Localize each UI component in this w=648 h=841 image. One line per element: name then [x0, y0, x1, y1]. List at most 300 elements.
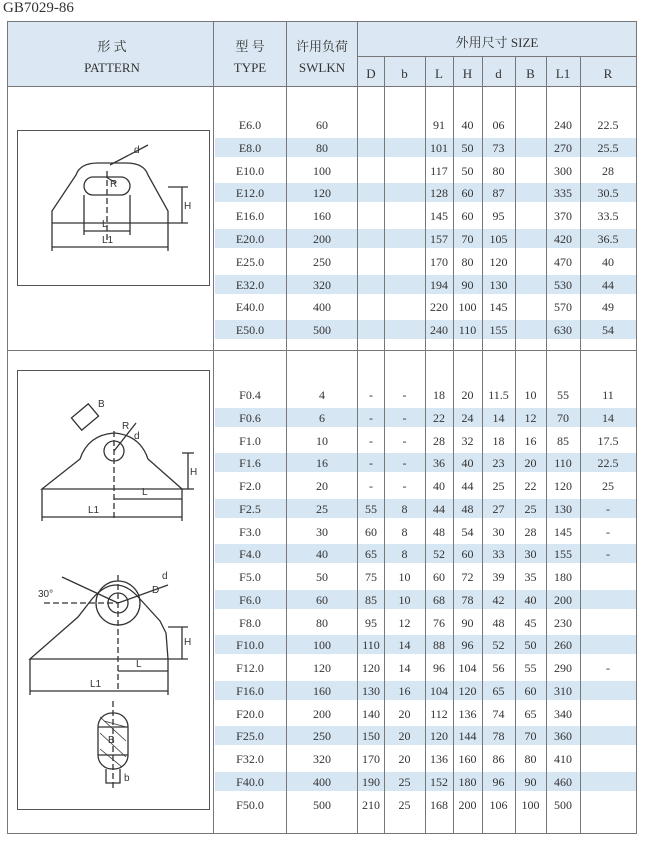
- swl-cell: 160: [313, 684, 331, 698]
- dim-cell-r: 14: [602, 411, 614, 425]
- type-cell: E16.0: [235, 209, 265, 223]
- dim-col-header-r: R: [603, 66, 613, 81]
- dim-cell-l1: 120: [554, 479, 572, 493]
- dim-cell-d: 145: [489, 300, 508, 314]
- grid-vline: [357, 22, 358, 834]
- dim-cell-h: 136: [458, 707, 477, 721]
- type-cell: F0.6: [239, 411, 261, 425]
- swl-cell: 20: [316, 479, 328, 493]
- dim-cell-r: 40: [602, 255, 614, 269]
- dim-col-header-b: B: [526, 66, 535, 81]
- type-cell: F2.5: [239, 502, 261, 516]
- dim-cell-d: 39: [492, 570, 505, 584]
- dim-label-d: d: [134, 145, 140, 156]
- dim-label-h: H: [184, 201, 192, 212]
- dim-cell-l: 170: [430, 255, 448, 269]
- dim-cell-l1: 145: [554, 525, 572, 539]
- dim-cell-l: 136: [430, 752, 448, 766]
- dim-cell-b: 35: [524, 570, 537, 584]
- dim-label-r: R: [110, 179, 118, 190]
- dim-label-f-b: B: [98, 399, 105, 410]
- dim-cell-l1: 410: [554, 752, 572, 766]
- dim-cell-d: 14: [492, 411, 505, 425]
- dim-cell-h: 54: [461, 525, 474, 539]
- dim-label-f-h: H: [190, 467, 198, 478]
- grid-vline: [482, 56, 483, 834]
- dim-cell-l1: 335: [554, 186, 572, 200]
- dim-cell-l1: 260: [554, 638, 572, 652]
- swl-cell: 30: [316, 525, 328, 539]
- dim-cell-h: 44: [461, 479, 474, 493]
- dim-cell-d: 27: [492, 502, 505, 516]
- dim-cell-d: 210: [362, 798, 380, 812]
- dim-cell-h: 70: [461, 232, 474, 246]
- dim-cell-l: 68: [433, 593, 445, 607]
- type-cell: E6.0: [238, 118, 262, 132]
- dim-cell-b: 20: [398, 707, 411, 721]
- type-cell: F4.0: [239, 547, 261, 561]
- dim-cell-r: 54: [602, 323, 614, 337]
- dim-cell-d: -: [369, 388, 373, 402]
- dim-cell-h: 60: [461, 209, 474, 223]
- dim-label-f2-l: L: [136, 659, 142, 670]
- dim-cell-h: 180: [458, 775, 477, 789]
- dim-cell-b: 14: [398, 638, 411, 652]
- type-cell: F1.6: [239, 456, 261, 470]
- dim-cell-h: 60: [461, 547, 474, 561]
- dim-cell-d: 86: [492, 752, 505, 766]
- swl-cell: 60: [316, 118, 328, 132]
- dim-cell-l: 22: [433, 411, 445, 425]
- type-cell: F1.0: [239, 434, 261, 448]
- dim-cell-h: 110: [458, 323, 477, 337]
- dim-label-f-d: d: [134, 431, 140, 442]
- dim-cell-r: 22.5: [597, 118, 619, 132]
- dim-cell-l: 120: [430, 729, 448, 743]
- dim-cell-d: 74: [492, 707, 505, 721]
- dim-col-header-l1: L1: [555, 66, 571, 81]
- dim-label-f-l: L: [142, 487, 148, 498]
- swl-cell: 200: [313, 707, 331, 721]
- type-cell: F2.0: [239, 479, 261, 493]
- dim-cell-h: 50: [461, 141, 474, 155]
- dim-cell-l1: 420: [554, 232, 572, 246]
- dim-cell-l1: 130: [554, 502, 572, 516]
- swl-header-en: SWLKN: [298, 60, 346, 75]
- type-cell: E50.0: [235, 323, 265, 337]
- dim-cell-r: -: [606, 502, 610, 516]
- dim-cell-d: 106: [489, 798, 508, 812]
- dim-cell-r: 17.5: [597, 434, 619, 448]
- dim-cell-h: 96: [461, 638, 474, 652]
- dim-cell-l1: 300: [554, 164, 572, 178]
- swl-cell: 100: [313, 638, 331, 652]
- type-cell: E20.0: [235, 232, 265, 246]
- size-header: 外用尺寸 SIZE: [455, 35, 539, 50]
- dim-cell-b: 10: [398, 593, 411, 607]
- grid-vline: [546, 56, 547, 834]
- dim-cell-d: 87: [492, 186, 505, 200]
- dim-cell-d: 95: [492, 209, 505, 223]
- dim-cell-d: 105: [489, 232, 508, 246]
- dim-cell-l: 168: [430, 798, 448, 812]
- grid-vline: [453, 56, 454, 834]
- dim-cell-b: -: [402, 479, 407, 493]
- dim-cell-l: 48: [433, 525, 445, 539]
- dim-cell-b: -: [402, 388, 407, 402]
- dim-cell-d: 23: [492, 456, 505, 470]
- dim-cell-b: 8: [401, 547, 408, 561]
- dim-cell-l: 157: [430, 232, 448, 246]
- dim-cell-l: 128: [430, 186, 448, 200]
- dim-cell-b: 12: [398, 616, 411, 630]
- type-cell: F50.0: [236, 798, 264, 812]
- dim-cell-l: 220: [430, 300, 448, 314]
- swl-cell: 400: [313, 300, 331, 314]
- dim-label-f2-h: H: [184, 637, 192, 648]
- dim-label-l1: L1: [102, 235, 114, 246]
- dim-cell-l1: 460: [554, 775, 572, 789]
- dim-label-side-b: B: [108, 735, 115, 746]
- dim-cell-l: 40: [433, 479, 445, 493]
- dim-cell-b: 60: [524, 684, 537, 698]
- type-cell: F25.0: [236, 729, 264, 743]
- swl-cell: 320: [313, 752, 331, 766]
- grid-vline: [425, 56, 426, 834]
- type-cell: E40.0: [235, 300, 265, 314]
- dim-cell-b: 20: [524, 456, 537, 470]
- dim-cell-l1: 270: [554, 141, 572, 155]
- dim-col-header-h: H: [462, 66, 473, 81]
- dim-cell-b: -: [402, 456, 407, 470]
- dim-cell-b: 14: [398, 661, 411, 675]
- dim-cell-d: 95: [365, 616, 377, 630]
- type-cell: E8.0: [238, 141, 262, 155]
- dim-cell-d: 18: [492, 434, 505, 448]
- dim-cell-d: 170: [362, 752, 380, 766]
- dim-cell-h: 120: [458, 684, 477, 698]
- dim-cell-b: 65: [524, 707, 537, 721]
- swl-cell: 80: [316, 616, 328, 630]
- dim-cell-d: -: [369, 411, 373, 425]
- dim-cell-d: 85: [365, 593, 377, 607]
- dim-cell-l: 52: [433, 547, 445, 561]
- dim-cell-d: 42: [492, 593, 505, 607]
- pattern-f-drawing: [17, 370, 210, 810]
- type-header-en: TYPE: [233, 60, 267, 75]
- dim-cell-h: 200: [458, 798, 477, 812]
- dim-cell-l1: 85: [557, 434, 569, 448]
- pattern-header-en: PATTERN: [84, 60, 140, 75]
- dim-cell-h: 40: [461, 118, 474, 132]
- dim-cell-r: 49: [602, 300, 614, 314]
- type-header-cn: 型 号: [235, 39, 265, 54]
- dim-cell-d: 52: [492, 638, 505, 652]
- swl-cell: 500: [313, 323, 331, 337]
- dim-cell-l: 194: [430, 278, 448, 292]
- type-cell: F10.0: [236, 638, 264, 652]
- dim-label-angle: 30°: [38, 589, 54, 600]
- type-cell: F5.0: [239, 570, 261, 584]
- dim-cell-d: -: [369, 434, 373, 448]
- dim-cell-l1: 470: [554, 255, 572, 269]
- dim-cell-d: 130: [362, 684, 380, 698]
- dim-col-header-d: d: [495, 66, 502, 81]
- dim-cell-l: 101: [430, 141, 448, 155]
- dim-cell-r: -: [606, 661, 610, 675]
- dim-cell-b: 30: [524, 547, 537, 561]
- dim-cell-h: 60: [461, 186, 474, 200]
- type-cell: F8.0: [239, 616, 261, 630]
- dim-cell-d: 65: [492, 684, 505, 698]
- swl-cell: 120: [313, 186, 331, 200]
- dim-cell-l: 28: [433, 434, 445, 448]
- dim-cell-l: 76: [433, 616, 445, 630]
- type-cell: F16.0: [236, 684, 264, 698]
- dim-cell-r: 44: [602, 278, 614, 292]
- dim-cell-b: 25: [524, 502, 537, 516]
- dim-cell-h: 144: [458, 729, 477, 743]
- dim-cell-l1: 340: [554, 707, 572, 721]
- dim-cell-b: 8: [401, 502, 408, 516]
- dim-col-header-d: D: [366, 66, 376, 81]
- dim-col-header-b: b: [401, 66, 408, 81]
- dim-cell-d: 56: [492, 661, 505, 675]
- dim-cell-l: 60: [433, 570, 445, 584]
- dim-cell-b: 90: [524, 775, 537, 789]
- dim-cell-l: 91: [433, 118, 445, 132]
- dim-cell-d: 190: [362, 775, 380, 789]
- dim-cell-h: 40: [461, 456, 474, 470]
- dim-cell-b: 70: [524, 729, 537, 743]
- dim-cell-b: 45: [524, 616, 537, 630]
- dim-cell-r: 25.5: [597, 141, 619, 155]
- dim-cell-b: 10: [524, 388, 537, 402]
- dim-cell-b: 55: [524, 661, 537, 675]
- dim-cell-l1: 155: [554, 547, 572, 561]
- dim-cell-l1: 310: [554, 684, 572, 698]
- dim-cell-r: 25: [602, 479, 614, 493]
- dim-cell-l: 88: [433, 638, 445, 652]
- swl-cell: 10: [316, 434, 328, 448]
- swl-cell: 25: [316, 502, 328, 516]
- dim-cell-b: 20: [398, 752, 411, 766]
- dim-cell-h: 104: [458, 661, 477, 675]
- type-cell: E32.0: [235, 278, 265, 292]
- dim-cell-r: -: [606, 525, 610, 539]
- type-cell: F40.0: [236, 775, 264, 789]
- swl-cell: 40: [316, 547, 328, 561]
- dim-cell-d: 48: [492, 616, 505, 630]
- dim-cell-b: 50: [524, 638, 537, 652]
- type-cell: E12.0: [235, 186, 265, 200]
- dim-cell-d: 60: [365, 525, 377, 539]
- dim-cell-d: 140: [362, 707, 380, 721]
- dim-cell-h: 32: [461, 434, 474, 448]
- dim-cell-d: 30: [492, 525, 505, 539]
- dim-cell-l1: 180: [554, 570, 572, 584]
- dim-cell-l: 117: [430, 164, 448, 178]
- swl-cell: 80: [316, 141, 328, 155]
- dim-cell-d: 155: [489, 323, 508, 337]
- dim-cell-b: 80: [524, 752, 537, 766]
- dim-cell-l: 96: [433, 661, 445, 675]
- dim-label-f2-d: d: [162, 571, 168, 582]
- swl-header-cn: 许用负荷: [295, 39, 348, 54]
- swl-cell: 50: [316, 570, 328, 584]
- dim-cell-d: -: [369, 479, 373, 493]
- grid-vline: [384, 56, 385, 834]
- dim-cell-l: 18: [433, 388, 445, 402]
- dim-cell-r: 36.5: [597, 232, 619, 246]
- grid-vline: [286, 22, 287, 834]
- dim-cell-l: 44: [433, 502, 445, 516]
- dim-cell-r: 22.5: [597, 456, 619, 470]
- dim-cell-h: 90: [461, 616, 474, 630]
- dim-cell-d: 65: [365, 547, 377, 561]
- dim-cell-b: 10: [398, 570, 411, 584]
- swl-cell: 400: [313, 775, 331, 789]
- dim-cell-b: 16: [398, 684, 411, 698]
- dim-cell-h: 48: [461, 502, 474, 516]
- dim-cell-d: 25: [492, 479, 505, 493]
- swl-cell: 250: [313, 729, 331, 743]
- grid-hline: [8, 350, 636, 351]
- dim-cell-b: 28: [524, 525, 537, 539]
- dim-cell-r: -: [606, 547, 610, 561]
- dim-cell-h: 50: [461, 164, 474, 178]
- dim-cell-d: 120: [362, 661, 380, 675]
- swl-cell: 250: [313, 255, 331, 269]
- swl-cell: 4: [319, 388, 325, 402]
- type-cell: E25.0: [235, 255, 265, 269]
- dim-cell-l1: 290: [554, 661, 572, 675]
- swl-cell: 100: [313, 164, 331, 178]
- dim-cell-l: 112: [430, 707, 448, 721]
- dim-cell-h: 24: [461, 411, 474, 425]
- pattern-header-cn: 形 式: [97, 39, 127, 54]
- dim-cell-l1: 70: [557, 411, 569, 425]
- swl-cell: 320: [313, 278, 331, 292]
- pattern-e-drawing: [17, 130, 210, 286]
- dim-cell-l: 152: [430, 775, 448, 789]
- dim-cell-l: 36: [433, 456, 445, 470]
- dim-cell-r: 28: [602, 164, 614, 178]
- dim-cell-r: 30.5: [597, 186, 619, 200]
- dim-cell-d: 130: [489, 278, 508, 292]
- dim-cell-l1: 360: [554, 729, 572, 743]
- dim-cell-d: 80: [492, 164, 505, 178]
- dim-cell-b: 25: [398, 798, 411, 812]
- dim-cell-d: 96: [492, 775, 505, 789]
- dim-cell-h: 80: [461, 255, 474, 269]
- dim-cell-b: -: [402, 434, 407, 448]
- type-cell: F32.0: [236, 752, 264, 766]
- dim-cell-d: 11.5: [488, 388, 509, 402]
- dim-label-f-r: R: [122, 421, 130, 432]
- dim-cell-b: 12: [524, 411, 537, 425]
- dim-cell-d: -: [369, 456, 373, 470]
- dim-cell-b: 40: [524, 593, 537, 607]
- dim-cell-b: 20: [398, 729, 411, 743]
- dim-cell-d: 150: [362, 729, 380, 743]
- dim-cell-l: 145: [430, 209, 448, 223]
- dim-label-f-l1: L1: [88, 505, 100, 516]
- dim-label-l: L: [102, 219, 108, 230]
- dim-cell-l: 240: [430, 323, 448, 337]
- dim-cell-l1: 240: [554, 118, 572, 132]
- swl-cell: 160: [313, 209, 331, 223]
- dim-cell-d: 06: [492, 118, 505, 132]
- dim-label-f2-l1: L1: [90, 679, 102, 690]
- dim-cell-d: 75: [365, 570, 377, 584]
- dim-col-header-l: L: [435, 66, 443, 81]
- dim-cell-d: 33: [492, 547, 505, 561]
- swl-cell: 16: [316, 456, 328, 470]
- dim-cell-l1: 230: [554, 616, 572, 630]
- dim-cell-l1: 110: [554, 456, 572, 470]
- grid-vline: [580, 56, 581, 834]
- dim-cell-l1: 630: [554, 323, 572, 337]
- dim-cell-l1: 370: [554, 209, 572, 223]
- dim-cell-d: 55: [365, 502, 377, 516]
- type-cell: F3.0: [239, 525, 261, 539]
- dim-label-f2-dd: D: [152, 585, 160, 596]
- dim-cell-l1: 500: [554, 798, 572, 812]
- swl-cell: 500: [313, 798, 331, 812]
- type-cell: F20.0: [236, 707, 264, 721]
- grid-hline: [8, 86, 636, 87]
- dim-cell-h: 72: [461, 570, 474, 584]
- dim-cell-l1: 55: [557, 388, 569, 402]
- dim-cell-d: 120: [489, 255, 508, 269]
- type-cell: F0.4: [239, 388, 261, 402]
- dim-cell-l1: 530: [554, 278, 572, 292]
- dim-label-side-sb: b: [124, 773, 130, 784]
- standard-code: GB7029-86: [3, 0, 74, 16]
- dim-cell-h: 160: [458, 752, 477, 766]
- type-cell: F6.0: [239, 593, 261, 607]
- dim-cell-d: 73: [492, 141, 505, 155]
- dim-cell-h: 100: [458, 300, 477, 314]
- dim-cell-h: 78: [461, 593, 474, 607]
- dim-cell-l1: 570: [554, 300, 572, 314]
- dim-cell-d: 78: [492, 729, 505, 743]
- dim-cell-l: 104: [430, 684, 448, 698]
- dim-cell-l1: 200: [554, 593, 572, 607]
- dim-cell-b: 16: [524, 434, 537, 448]
- grid-vline: [515, 56, 516, 834]
- swl-cell: 6: [319, 411, 325, 425]
- grid-vline: [213, 22, 214, 834]
- swl-cell: 60: [316, 593, 328, 607]
- dim-cell-r: 33.5: [597, 209, 619, 223]
- dim-cell-b: 8: [401, 525, 408, 539]
- dim-cell-d: 110: [362, 638, 380, 652]
- dim-cell-h: 90: [461, 278, 474, 292]
- dim-cell-b: 22: [524, 479, 537, 493]
- type-cell: F12.0: [236, 661, 264, 675]
- type-cell: E10.0: [235, 164, 265, 178]
- swl-cell: 120: [313, 661, 331, 675]
- swl-cell: 200: [313, 232, 331, 246]
- dim-cell-b: 100: [521, 798, 540, 812]
- dim-cell-r: 11: [602, 388, 614, 402]
- dim-cell-b: 25: [398, 775, 411, 789]
- dim-cell-b: -: [402, 411, 407, 425]
- dim-cell-h: 20: [461, 388, 474, 402]
- grid-hline: [358, 56, 636, 57]
